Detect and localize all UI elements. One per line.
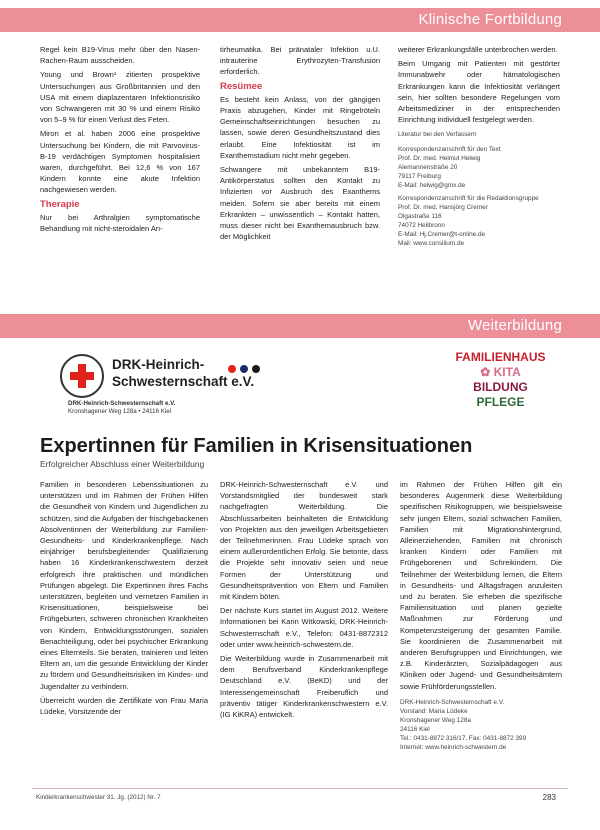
drk-sub-line: Kronshagener Weg 128a • 24116 Kiel	[68, 408, 172, 415]
drk-sub-line: DRK-Heinrich-Schwesternschaft e.V.	[68, 400, 176, 407]
familienhaus-logo	[438, 350, 563, 410]
paragraph: tirheumatika. Bei pränataler Infektion u.U. intrauterine Erythrozyten-Transfusion erforderlich.	[220, 45, 380, 77]
paragraph: Überreicht wurden die Zertifikate von Frau Maria Lüdeke, Vorsitzende der	[40, 695, 208, 717]
paragraph: Der nächste Kurs startet im August 2012. Weitere Informationen bei Karin Witkowski, DRK-Heinrich-Schwesternschaft e.V., Telefon: 0431-8872312 oder unter www.heinrich-schwestern.de.	[220, 606, 388, 649]
address-line: Alemannenstraße 20	[398, 163, 458, 171]
address-line: E-Mail: helwig@gmx.de	[398, 181, 466, 189]
footer-divider	[32, 788, 568, 789]
paragraph: Regel kein B19-Virus mehr über den Nasen-Rachen-Raum ausscheiden.	[40, 45, 200, 66]
address-line: 79117 Freiburg	[398, 172, 441, 180]
heading-therapie: Therapie	[40, 198, 80, 210]
paragraph: Young und Brown¹ zitierten prospektive Untersuchungen aus Großbritannien und den USA mit einem diaplazentaren Infektionsrisiko von Schwangeren mit 30 % und einem Risiko von 5–9 % für einen Verlust des Feten.	[40, 70, 200, 125]
contact-line: Tel.: 0431-8872 316/17, Fax: 0431-8872 399	[400, 734, 527, 742]
footer-journal: Kinderkrankenschwester 31. Jg. (2012) Nr. 7	[36, 794, 161, 801]
paragraph: DRK-Heinrich-Schwesternschaft e.V. und Vorstandsmitglied der bundesweit stark nachgefragten Weiterbildung. Die Abschlussarbeiten beinhalteten die Entwicklung von Projekten aus den jeweiligen Arbeitsgebieten der Teilnehmerinnen. Frau Lüdeke sprach von einem außerordentlichen Erfolg. Sie betonte, dass die Projekte sehr innovativ seien und neue Formen der Unterstützung und Gesundheitsprävention von Eltern und Familien mit Kindern böten.	[220, 480, 388, 602]
paragraph: Familien in besonderen Lebenssituationen zu unterstützen und im Rahmen der Frühen Hilfen die Gesundheit von Kindern und Jugendlichen zu schützen, sind die Aufgaben der frischgebackenen Absolventinnen der Weiterbildung zur Familien-Gesundheits- und Kinderkrankenpflege. Nach einjähriger berufsbegleitender Qualifizierung haben 16 Kinderkrankenschwestern derzeit erfolgreich ihre praktischen und mündlichen Prüfungen abgelegt. Die Expertinnen ihres Fachs unterstützen, begleiten und vernetzen Familien in Krisensituationen, beispielsweise bei Frühgeburten, schweren chronischen Krankheiten von Kindern, Entwicklungsstörungen, sozialen Benachteiligung, oder bei psychischer Erkrankung eines Elternteils. Sie beraten, trainieren und leiten Eltern an, um die gesunde Entwicklung der Kinder zu fördern und Gesundheitsrisiken im Kindes- und Jugendalter zu verhindern.	[40, 480, 208, 691]
paragraph: Die Weiterbildung wurde in Zusammenarbeit mit dem Berufsverband Kinderkrankenpflege Deutschland e.V. (BeKD) und der Interessengemeinschaft Freiberuflich und präventiv tätiger Kinderkrankenschwestern e.V. (IG KiKRA) entwickelt.	[220, 654, 388, 720]
address-line: Prof. Dr. med. Hansjörg Cremer	[398, 203, 488, 211]
section-band-klinische-fortbildung	[0, 8, 600, 32]
correspondence-address-editorial	[398, 194, 560, 248]
correspondence-address-text	[398, 145, 560, 190]
drk-name-line: Schwesternschaft e.V.	[112, 374, 255, 389]
paragraph: Beim Umgang mit Patienten mit gestörter Immunabwehr oder hämatologischen Erkrankungen kann die Infektiosität verlängert sein, hier sollten besondere Regelungen vom Arbeitsmediziner in der entsprechenden Einrichtung individuell festgelegt werden.	[398, 59, 560, 125]
drk-name-line: DRK-Heinrich-	[112, 357, 205, 372]
contact-line: Kronshagener Weg 128a	[400, 716, 471, 724]
address-line: Korrespondenzanschrift für den Text	[398, 145, 501, 153]
fh-line-familienhaus: FAMILIENHAUS	[455, 350, 546, 364]
address-line: E-Mail: Hj.Cremer@t-online.de	[398, 230, 486, 238]
drk-logo-address	[68, 400, 175, 416]
contact-line: DRK-Heinrich-Schwesternschaft e.V.	[400, 698, 505, 706]
dots-icon	[228, 360, 264, 378]
address-line: Mail: www.consilium.de	[398, 239, 465, 247]
article-column-3	[400, 479, 562, 752]
page-number: 283	[542, 793, 556, 802]
address-line: Olgastraße 116	[398, 212, 442, 220]
address-line: Korrespondenzanschrift für die Redaktionsgruppe	[398, 194, 539, 202]
fh-line-pflege: PFLEGE	[476, 395, 525, 409]
article-column-1	[40, 44, 200, 237]
paragraph: im Rahmen der Frühen Hilfen gilt ein besonderes Augenmerk diese Weiterbildung spezifischen Risikogruppen, wie beispielsweise sehr jungen Eltern, sozial schwachen Familien, Familien mit Migrationshintergrund, Alleinerziehenden, Familien mit chronisch kranken Kindern oder Familien mit Frühgeborenen und Schreikindern. Die Teilnehmer der Weiterbildung lernen, die Eltern in Gesundheits- und Alltagsfragen anzuleiten und zu beraten. Sie erheben die spezifische Familiensituation und planen gezielte Maßnahmen zur Förderung und Kompetenzsteigerung der gesamten Familie. Sie koordinieren die Zusammenarbeit mit anderen Berufsgruppen und Einrichtungen, wie z.B. Kinderärzten, Sozialpädagogen aus Kliniken oder Jugend- und Gesundheitsämtern sowie Frühförderungsstellen.	[400, 480, 562, 691]
section-band-weiterbildung	[0, 314, 600, 338]
literature-note: Literatur bei den Verfassern	[398, 131, 477, 139]
paragraph: Miron et al. haben 2006 eine prospektive Untersuchung bei Kindern, die mit Parvovirus-B-19 verdächtigen Symptomen hospitalisiert waren, durchgeführt. Bei 12,6 % von 167 Kindern konnte eine akute Infektion nachgewiesen werden.	[40, 129, 200, 195]
article-subheadline: Erfolgreicher Abschluss einer Weiterbildung	[40, 459, 205, 469]
fh-line-kita: ✿ KITA	[480, 365, 521, 379]
drk-logo	[60, 352, 280, 422]
article-column-1	[40, 479, 208, 720]
paragraph: Nur bei Arthralgien symptomatische Behandlung mit nicht-steroidalen An-	[40, 212, 200, 234]
article-column-2	[220, 44, 380, 245]
contact-line: Vorstand: Maria Lüdeke	[400, 707, 468, 715]
article-headline: Expertinnen für Familien in Krisensituationen	[40, 435, 473, 457]
red-cross-icon	[60, 354, 104, 398]
paragraph: Es besteht kein Anlass, von der gängigen Praxis abzugehen, Kinder mit Ringelröteln Gemeinschaftseinrichtungen besuchen zu lassen, sowie deren Gesundheitszustand dies erlaubt. Eine Infektiosität ist im Exanthemstadium nicht mehr gegeben.	[220, 94, 380, 160]
address-line: 74072 Heilbronn	[398, 221, 445, 229]
paragraph: weiterer Erkrankungsfälle unterbrochen werden.	[398, 45, 558, 54]
address-line: Prof. Dr. med. Helmut Helwig	[398, 154, 481, 162]
paragraph: Schwangere mit unbekanntem B19-Antikörperstatus sollten den Kontakt zu Infizierten vor Ausbruch des Exanthems meiden. Sofern sie aber bereits mit einem Erkrankten – unwissentlich – Kontakt hatten, muss dieser nicht bei Exanthemausbruch bzw. der Möglichkeit	[220, 165, 380, 242]
section-band-label: Weiterbildung	[467, 317, 562, 334]
contact-line: 24116 Kiel	[400, 725, 430, 733]
article-column-3	[398, 44, 560, 248]
fh-line-bildung: BILDUNG	[473, 380, 528, 394]
article-column-2	[220, 479, 388, 723]
contact-block	[400, 698, 562, 752]
contact-line: Internet: www.heinrich-schwestern.de	[400, 743, 507, 751]
heading-resumee: Resümee	[220, 80, 263, 92]
section-band-label: Klinische Fortbildung	[418, 11, 562, 28]
